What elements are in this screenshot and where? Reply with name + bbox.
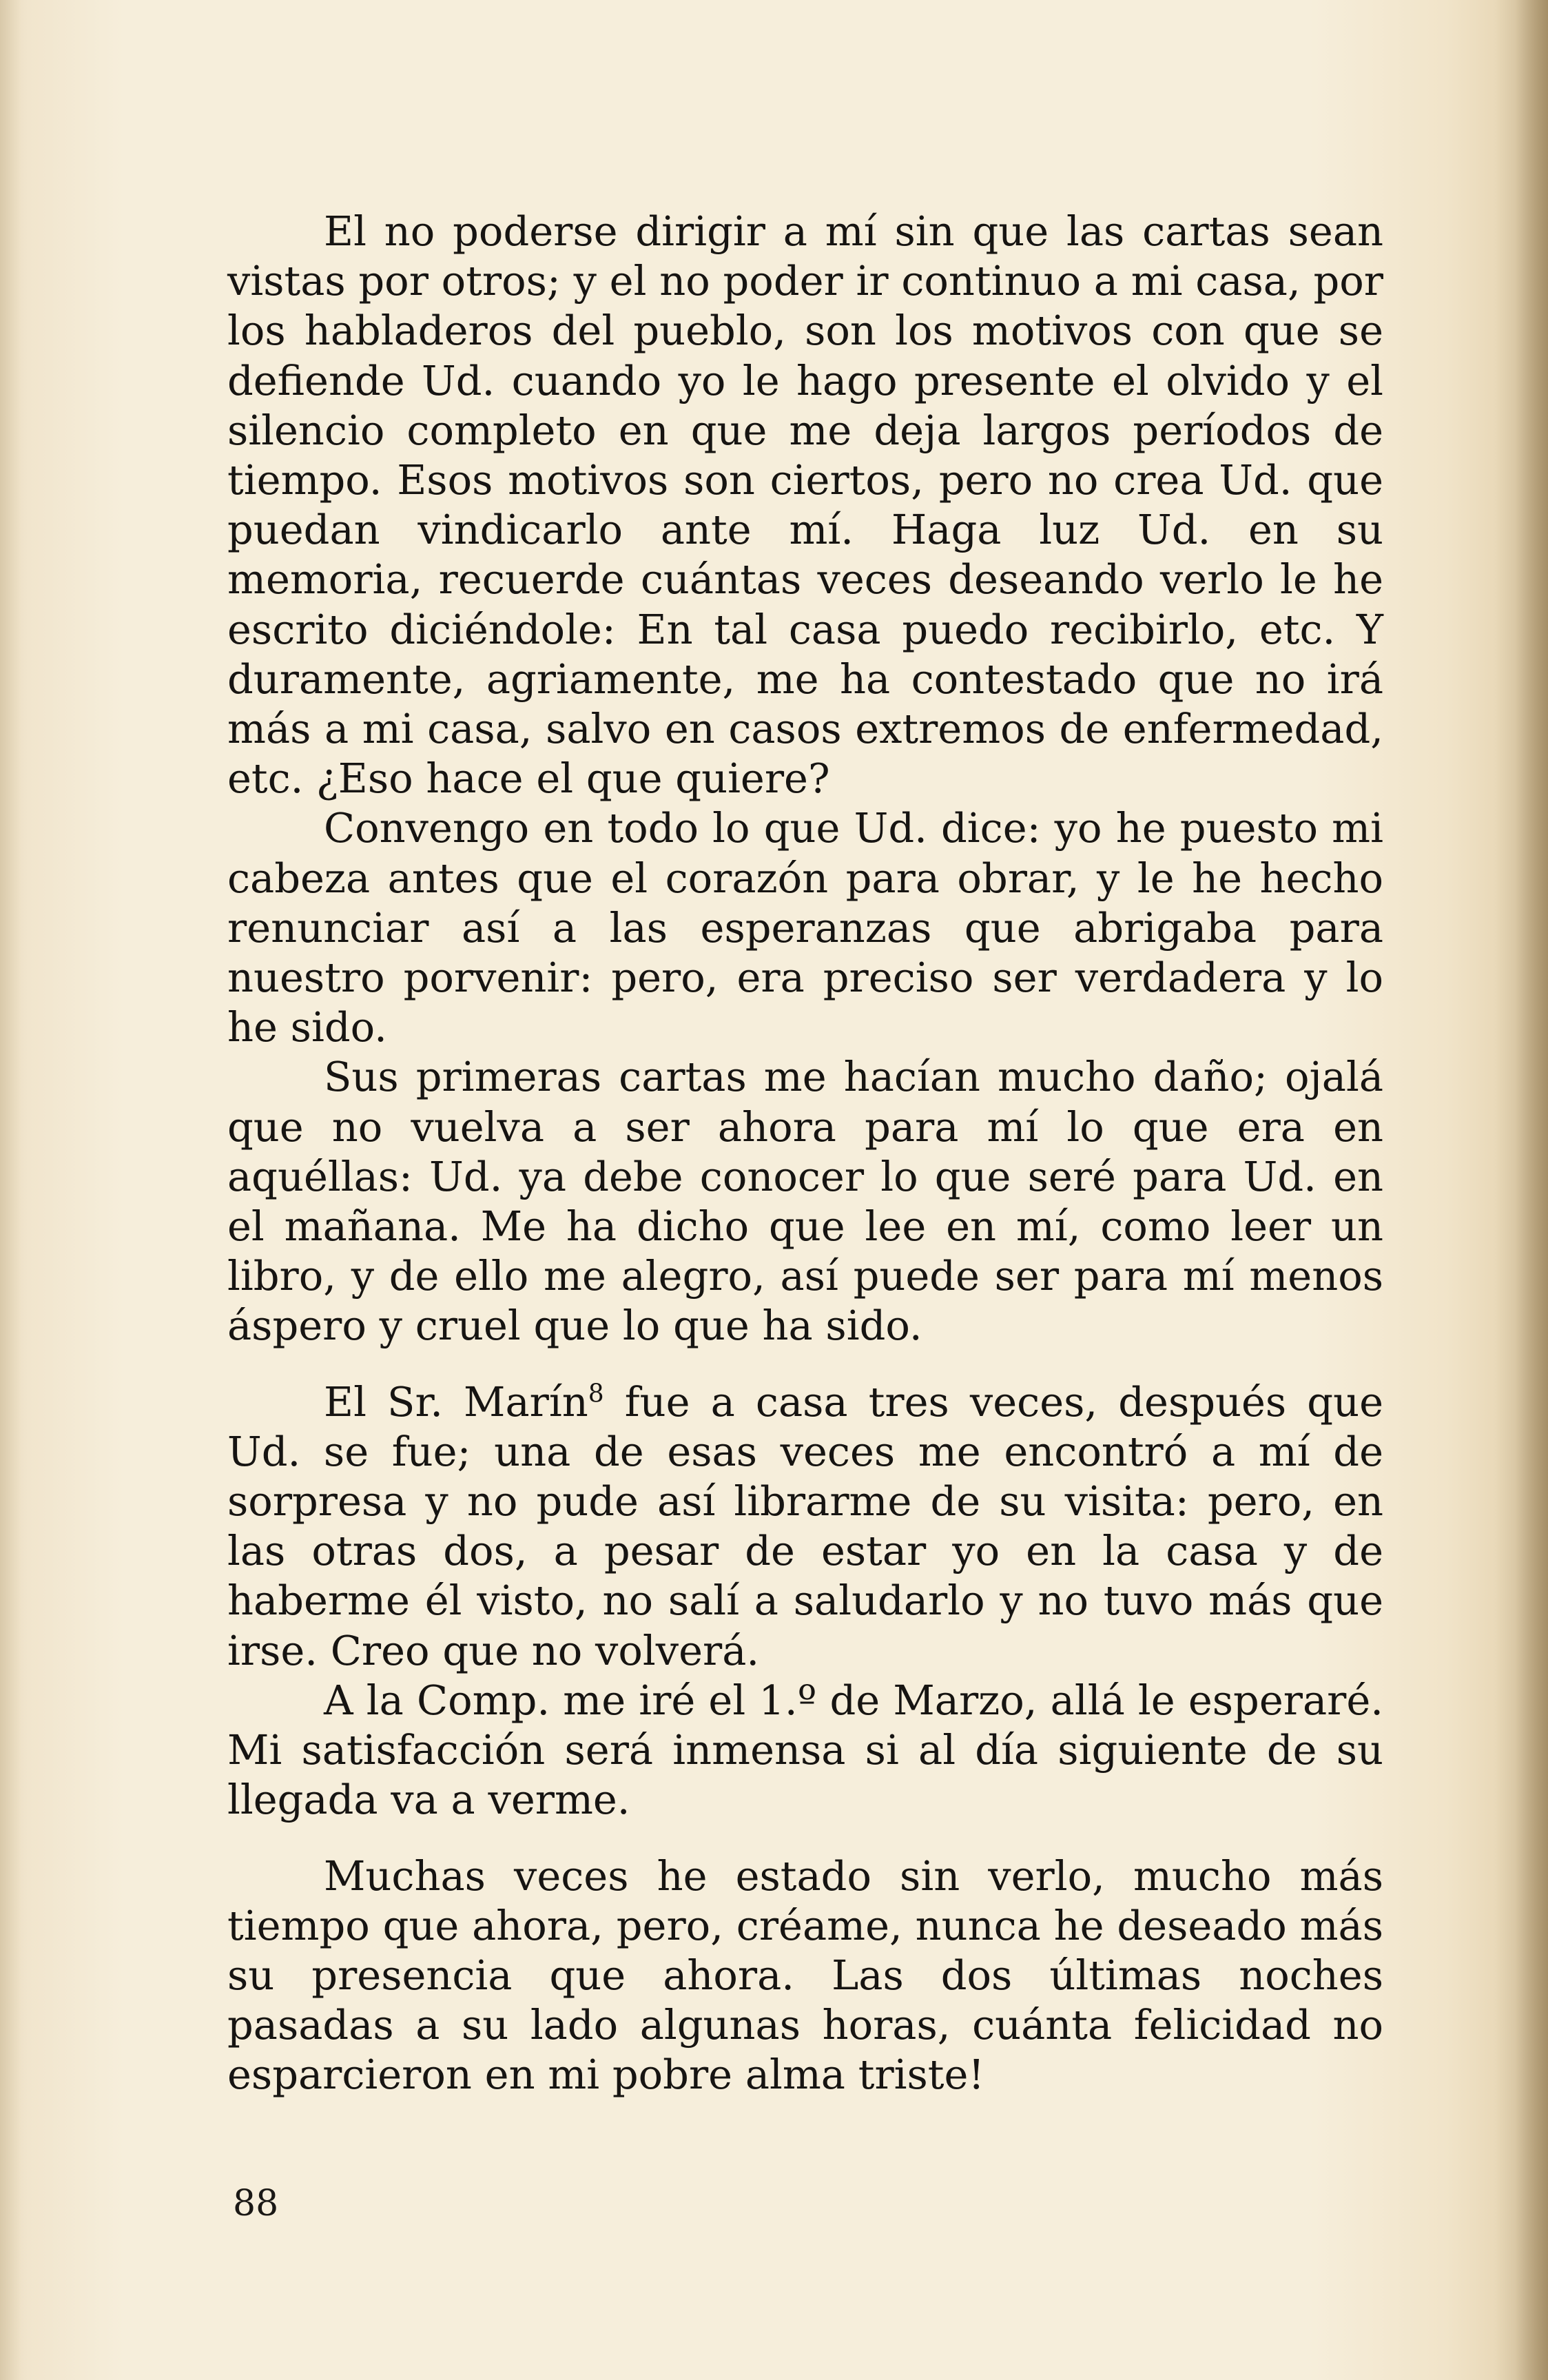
body-text: [227, 207, 1383, 2100]
page-number: 88: [233, 2183, 279, 2224]
footnote-marker: 8: [588, 1379, 604, 1408]
paragraph-2: Convengo en todo lo que Ud. dice: yo he puesto mi cabeza antes que el corazón para obrar, y le he hecho renunciar así a las esperanzas que abrigaba para nuestro porvenir: pero, era preciso ser verdadera y lo he sido.: [227, 804, 1383, 1051]
paragraph-5: A la Comp. me iré el 1.º de Marzo, allá le esperaré. Mi satisfacción será inmensa si al día siguiente de su llegada va a verme.: [227, 1676, 1383, 1824]
page-binding-shadow: [1515, 0, 1548, 2380]
paragraph-3: Sus primeras cartas me hacían mucho daño; ojalá que no vuelva a ser ahora para mí lo que era en aquéllas: Ud. ya debe conocer lo que seré para Ud. en el mañana. Me ha dicho que lee en mí, como leer un libro, y de ello me alegro, así puede ser para mí menos áspero y cruel que lo que ha sido.: [227, 1053, 1383, 1350]
paragraph-4: [227, 1377, 1383, 1676]
paragraph-1: El no poderse dirigir a mí sin que las cartas sean vistas por otros; y el no poder ir continuo a mi casa, por los habladeros del pueblo, son los motivos con que se defiende Ud. cuando yo le hago presente el olvido y el silencio completo en que me deja largos períodos de tiempo. Esos motivos son ciertos, pero no crea Ud. que puedan vindicarlo ante mí. Haga luz Ud. en su memoria, recuerde cuántas veces deseando verlo le he escrito diciéndole: En tal casa puedo recibirlo, etc. Y duramente, agriamente, me ha contestado que no irá más a mi casa, salvo en casos extremos de enfermedad, etc. ¿Eso hace el que quiere?: [227, 207, 1383, 803]
paragraph-6: Muchas veces he estado sin verlo, mucho más tiempo que ahora, pero, créame, nunca he deseado más su presencia que ahora. Las dos últimas noches pasadas a su lado algunas horas, cuánta felicidad no esparcieron en mi pobre alma triste!: [227, 1851, 1383, 2099]
paragraph-4-start: El Sr. Marín: [324, 1377, 588, 1426]
paragraph-4-rest: fue a casa tres veces, después que Ud. se fue; una de esas veces me encontró a mí de sorpresa y no pude así librarme de su visita: pero, en las otras dos, a pesar de estar yo en la casa y de haberme él visto, no salí a saludarlo y no tuvo más que irse. Creo que no volverá.: [227, 1377, 1383, 1674]
page-left-edge: [0, 0, 21, 2380]
